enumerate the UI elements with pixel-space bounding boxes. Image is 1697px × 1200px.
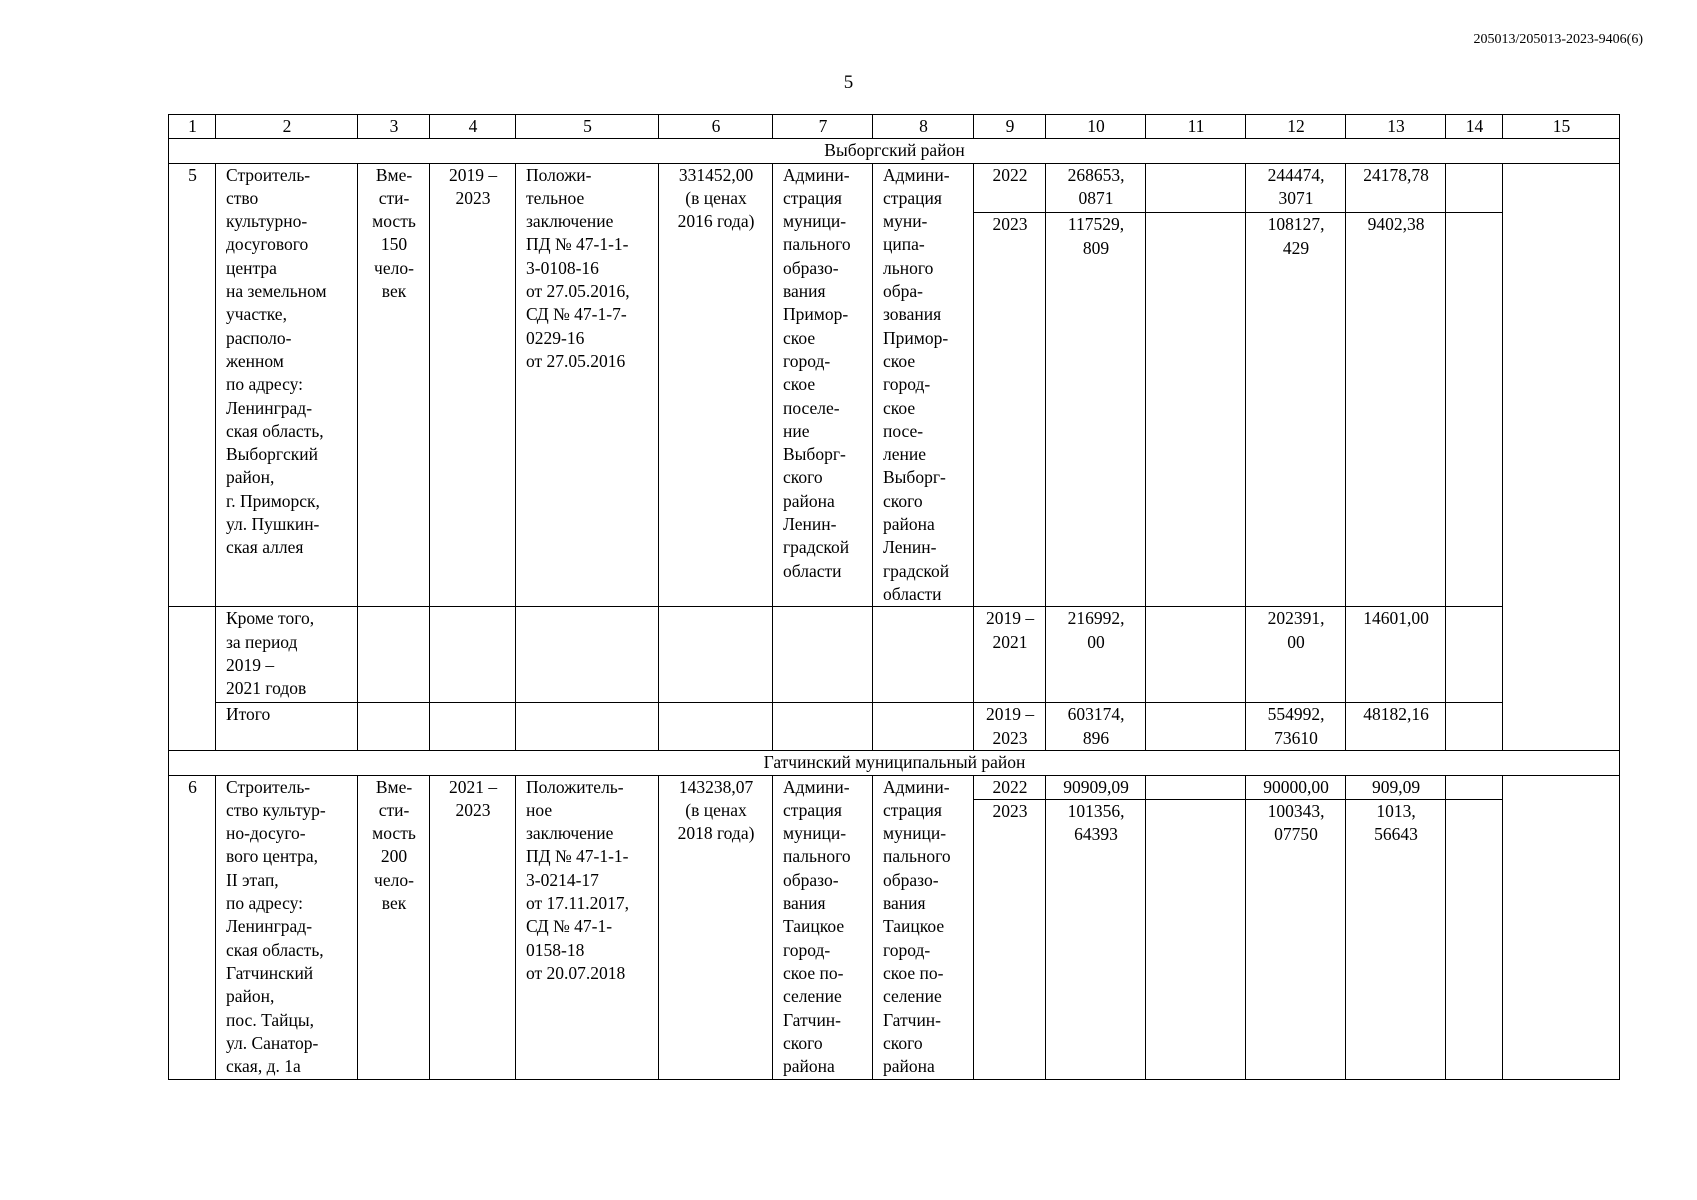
section-row — [169, 751, 1620, 775]
empty-cell — [659, 607, 773, 703]
funding-col13: 48182,16 — [1346, 703, 1446, 751]
funding-col11 — [1146, 775, 1246, 799]
column-number: 4 — [430, 115, 516, 139]
customer: Админи- страция муници- пального образо- вания Примор- ское город- ское поселе- ние Выборг- ского района Ленин- градской области — [773, 163, 873, 607]
funding-col13: 9402,38 — [1346, 213, 1446, 607]
funding-col13: 14601,00 — [1346, 607, 1446, 703]
estimated-cost: 331452,00 (в ценах 2016 года) — [659, 163, 773, 607]
empty-cell — [430, 703, 516, 751]
page-number: 5 — [843, 72, 854, 93]
funding-col12: 90000,00 — [1246, 775, 1346, 799]
column-number: 12 — [1246, 115, 1346, 139]
funding-col12: 244474, 3071 — [1246, 163, 1346, 213]
funding-total: 216992, 00 — [1046, 607, 1146, 703]
column-number: 3 — [358, 115, 430, 139]
empty-cell — [659, 703, 773, 751]
section-title: Выборгский район — [169, 139, 1620, 163]
funding-year: 2022 — [974, 775, 1046, 799]
funding-col12: 554992, 73610 — [1246, 703, 1346, 751]
funding-total: 117529, 809 — [1046, 213, 1146, 607]
empty-cell — [1146, 703, 1246, 751]
funding-year: 2022 — [974, 163, 1046, 213]
funding-total: 603174, 896 — [1046, 703, 1146, 751]
funding-col14 — [1446, 163, 1503, 213]
object-capacity: Вме- сти- мость 150 чело- век — [358, 163, 430, 607]
object-number: 6 — [169, 775, 216, 1079]
funding-year: 2019 – 2021 — [974, 607, 1046, 703]
column-number: 5 — [516, 115, 659, 139]
funding-year: 2023 — [974, 213, 1046, 607]
funding-col13: 24178,78 — [1346, 163, 1446, 213]
funding-col15-empty — [1503, 775, 1620, 1079]
section-row — [169, 139, 1620, 163]
column-number: 14 — [1446, 115, 1503, 139]
column-number-row — [169, 115, 1620, 139]
estimated-cost: 143238,07 (в ценах 2018 года) — [659, 775, 773, 1079]
empty-cell — [358, 607, 430, 703]
funding-col12: 202391, 00 — [1246, 607, 1346, 703]
column-number: 10 — [1046, 115, 1146, 139]
column-number: 13 — [1346, 115, 1446, 139]
funding-col11 — [1146, 213, 1246, 607]
funding-col15-empty — [1503, 163, 1620, 751]
expertise-conclusion: Положи- тельное заключение ПД № 47-1-1- 3-0108-16 от 27.05.2016, СД № 47-1-7- 0229-16 от 27.05.2016 — [516, 163, 659, 607]
empty-cell — [1446, 607, 1503, 703]
object-name: Строитель- ство культур- но-досуго- вого центра, II этап, по адресу: Ленинград- ская область, Гатчинский район, пос. Тайцы, ул. Санатор- ская, д. 1а — [216, 775, 358, 1079]
document-id: 205013/205013-2023-9406(6) — [1473, 32, 1643, 47]
funding-total: 268653, 0871 — [1046, 163, 1146, 213]
table-row — [169, 163, 1620, 213]
empty-cell — [773, 703, 873, 751]
itogo-label: Итого — [216, 703, 358, 751]
funding-col11 — [1146, 163, 1246, 213]
funding-col14 — [1446, 775, 1503, 799]
object-number: 5 — [169, 163, 216, 607]
construction-period: 2019 – 2023 — [430, 163, 516, 607]
funding-col13: 1013, 56643 — [1346, 799, 1446, 1079]
empty-cell — [1146, 607, 1246, 703]
table-row — [169, 775, 1620, 799]
object-number-empty — [169, 607, 216, 751]
column-number: 8 — [873, 115, 974, 139]
table-row — [169, 607, 1620, 703]
empty-cell — [430, 607, 516, 703]
funding-year: 2019 – 2023 — [974, 703, 1046, 751]
empty-cell — [873, 703, 974, 751]
empty-cell — [773, 607, 873, 703]
expertise-conclusion: Положитель- ное заключение ПД № 47-1-1- 3-0214-17 от 17.11.2017, СД № 47-1- 0158-18 от 20.07.2018 — [516, 775, 659, 1079]
developer: Админи- страция муници- пального образо- вания Таицкое город- ское по- селение Гатчин- ского района — [873, 775, 974, 1079]
empty-cell — [358, 703, 430, 751]
extra-period-label: Кроме того, за период 2019 – 2021 годов — [216, 607, 358, 703]
construction-period: 2021 – 2023 — [430, 775, 516, 1079]
funding-col11 — [1146, 799, 1246, 1079]
column-number: 15 — [1503, 115, 1620, 139]
empty-cell — [873, 607, 974, 703]
funding-total: 90909,09 — [1046, 775, 1146, 799]
funding-col14 — [1446, 213, 1503, 607]
developer: Админи- страция муни- ципа- льного обра- зования Примор- ское город- ское посе- ление Выборг- ского района Ленин- градской области — [873, 163, 974, 607]
column-number: 1 — [169, 115, 216, 139]
funding-year: 2023 — [974, 799, 1046, 1079]
object-capacity: Вме- сти- мость 200 чело- век — [358, 775, 430, 1079]
funding-total: 101356, 64393 — [1046, 799, 1146, 1079]
table-row — [169, 703, 1620, 751]
funding-col12: 108127, 429 — [1246, 213, 1346, 607]
funding-col13: 909,09 — [1346, 775, 1446, 799]
column-number: 6 — [659, 115, 773, 139]
investment-table — [168, 114, 1620, 1080]
funding-col12: 100343, 07750 — [1246, 799, 1346, 1079]
empty-cell — [1446, 703, 1503, 751]
funding-col14 — [1446, 799, 1503, 1079]
column-number: 9 — [974, 115, 1046, 139]
customer: Админи- страция муници- пального образо- вания Таицкое город- ское по- селение Гатчин- ского района — [773, 775, 873, 1079]
column-number: 2 — [216, 115, 358, 139]
column-number: 7 — [773, 115, 873, 139]
section-title: Гатчинский муниципальный район — [169, 751, 1620, 775]
object-name: Строитель- ство культурно- досугового центра на земельном участке, располо- женном по адресу: Ленинград- ская область, Выборгский район, г. Приморск, ул. Пушкин- ская аллея — [216, 163, 358, 607]
empty-cell — [516, 703, 659, 751]
empty-cell — [516, 607, 659, 703]
column-number: 11 — [1146, 115, 1246, 139]
